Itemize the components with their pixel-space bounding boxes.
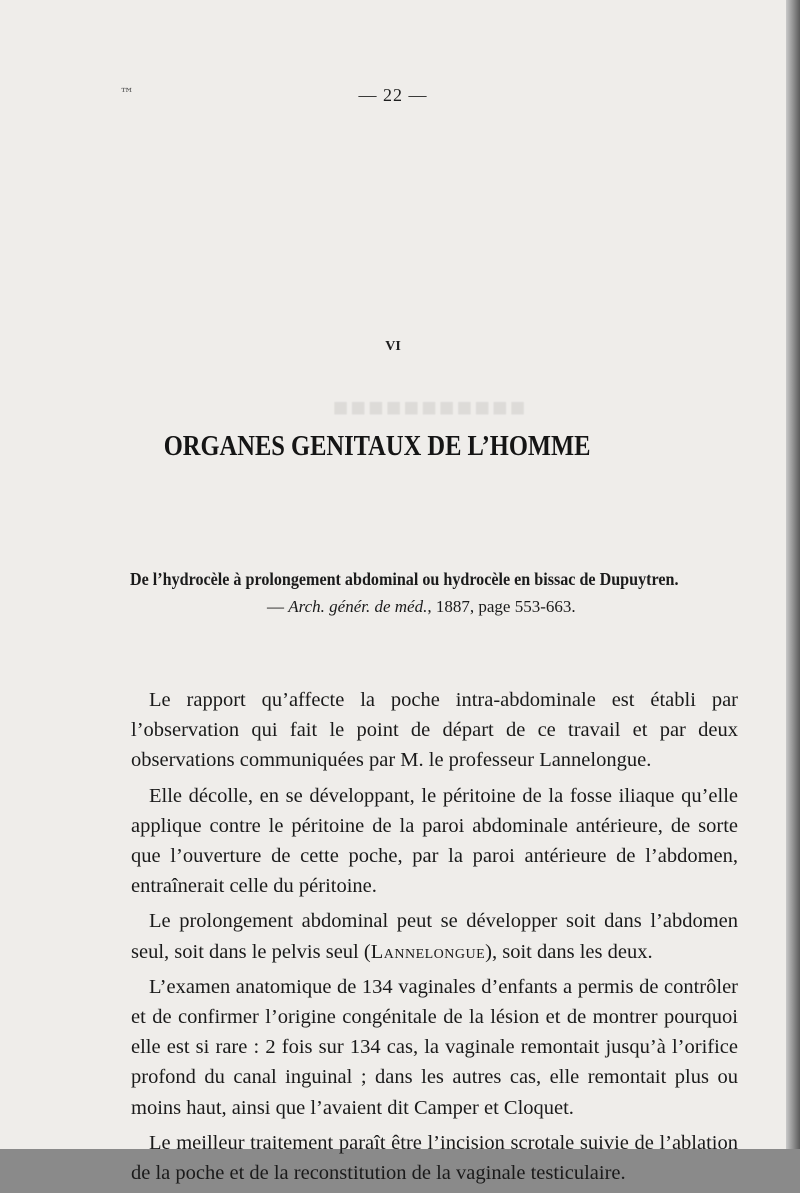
corner-mark: ™	[120, 86, 134, 102]
citation-source: Arch. génér. de méd.	[288, 597, 428, 616]
section-title: ORGANES GENITAUX DE L’HOMME	[163, 431, 591, 462]
bleed-through-texture: ■■■■■■■■■■■	[330, 393, 526, 422]
paragraph-2: Elle décolle, en se développant, le péritoine de la fosse iliaque qu’elle applique contre le péritoine de la paroi abdominale antérieure, de sorte que l’ouverture de cette poche, par la paroi antérieure de l’abdomen, entraînerait celle du péritoine.	[131, 784, 738, 898]
article-title: De l’hydrocèle à prolongement abdominal ou hydrocèle en bissac de Dupuytren.	[130, 569, 679, 589]
section-number: VI	[385, 339, 401, 354]
paragraph-1: Le rapport qu’affecte la poche intra-abdominale est établi par l’observation qui fait le point de départ de ce travail et par deux observations communiquées par M. le professeur Lannelongue.	[131, 689, 738, 772]
author-name-smallcaps: Lannelongue	[370, 940, 486, 963]
paragraph-3	[131, 906, 738, 966]
paragraph-3-start: Le prolongement abdominal peut se développer soit dans l’abdomen seul, soit dans le pelvis seul (	[131, 910, 738, 963]
page-number: — 22 —	[358, 85, 428, 105]
paragraph-5: Le meilleur traitement paraît être l’incision scrotale suivie de l’ablation de la poche et de la reconstitution de la vaginale testiculaire.	[131, 1131, 738, 1185]
citation-prefix: —	[267, 597, 289, 616]
paragraph-3-end: ), soit dans les deux.	[485, 940, 653, 963]
article-citation	[267, 597, 576, 617]
paragraph-4: L’examen anatomique de 134 vaginales d’enfants a permis de contrôler et de confirmer l’origine congénitale de la lésion et de montrer pourquoi elle est si rare : 2 fois sur 134 cas, la vaginale remontait jusqu’à l’orifice profond du canal inguinal ; dans les autres cas, elle remontait plus ou moins haut, ainsi que l’avaient dit Camper et Cloquet.	[131, 975, 738, 1119]
scanner-edge-shadow	[786, 0, 800, 1149]
article-body	[131, 685, 738, 1193]
citation-details: , 1887, page 553-663.	[427, 597, 576, 616]
